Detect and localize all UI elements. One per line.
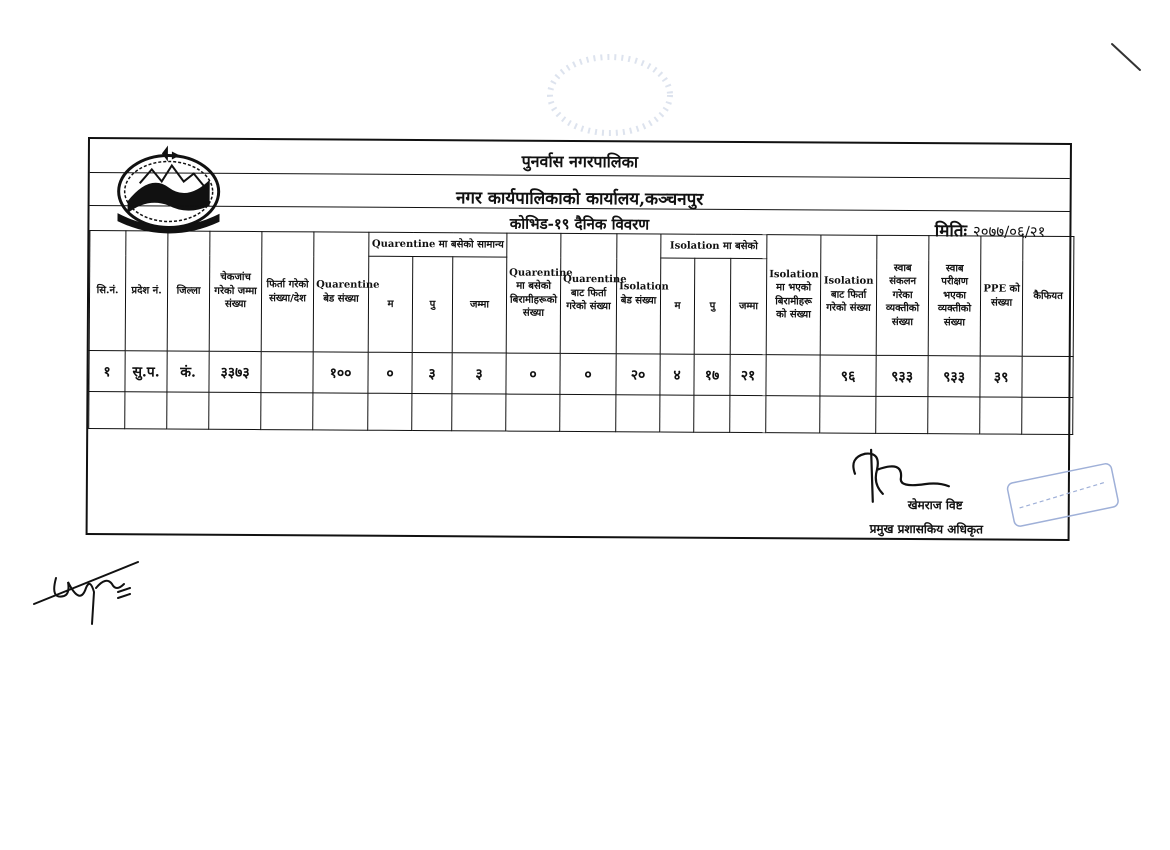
cell-i-total: २१: [730, 354, 766, 395]
col-header: सि.नं.: [89, 231, 126, 351]
empty-cell: [261, 393, 313, 430]
cell-province: सु.प.: [125, 351, 167, 392]
empty-cell: [452, 394, 506, 431]
empty-cell: [368, 393, 412, 430]
cell-quarantine-beds: १००: [313, 352, 368, 393]
margin-signature: [30, 548, 142, 626]
col-header: Isolation मा भएको बिरामीहरू को संख्या: [766, 235, 821, 355]
cell-i-male: १७: [694, 354, 730, 395]
empty-cell: [876, 396, 928, 433]
signatory-title: प्रमुख प्रशासकिय अधिकृत: [869, 521, 984, 537]
date-value: २०७७/०६/२१: [972, 222, 1046, 241]
empty-cell: [209, 392, 261, 429]
col-header: PPE को संख्या: [980, 236, 1023, 356]
col-header: प्रदेश नं.: [125, 231, 168, 351]
empty-cell: [694, 395, 730, 432]
margin-pen-mark: [1110, 40, 1144, 74]
cell-swab-collected: ९३३: [876, 355, 928, 396]
cell-q-male: ३: [412, 352, 452, 393]
officer-signature: [843, 444, 953, 505]
col-header: म: [660, 258, 695, 354]
empty-cell: [660, 395, 694, 432]
col-header: पु: [694, 258, 731, 354]
cell-q-total: ३: [452, 353, 506, 394]
header-row: [90, 231, 1074, 261]
group-header-isolation: Isolation मा बसेको: [661, 234, 767, 259]
covid-data-table: [88, 230, 1074, 435]
office-name: पुनर्वास नगरपालिका: [521, 151, 639, 172]
cell-swab-tested: ९३३: [928, 356, 980, 397]
cell-quarantine-sick: ०: [506, 353, 560, 394]
empty-cell: [125, 392, 167, 429]
date-label: मितिः: [934, 221, 967, 242]
col-header: Quarentine बेड संख्या: [313, 232, 369, 352]
report-title: कोभिड-१९ दैनिक विवरण: [509, 214, 650, 234]
empty-cell: [928, 397, 980, 434]
signatory-name: खेमराज विष्ट: [907, 498, 963, 513]
cell-i-female: ४: [660, 354, 694, 395]
empty-cell: [1022, 397, 1073, 434]
col-header: जम्मा: [730, 258, 767, 354]
office-stamp: [1004, 460, 1121, 529]
empty-cell: [820, 396, 876, 433]
empty-cell: [412, 393, 452, 430]
col-header: चेकजांच गरेको जम्मा संख्या: [209, 231, 262, 351]
faint-watermark: [540, 50, 680, 140]
cell-isolation-sick: [766, 355, 820, 396]
empty-cell: [616, 395, 660, 432]
cell-ppe: ३९: [980, 356, 1022, 397]
col-header: स्वाब संकलन गरेका व्यक्तीको संख्या: [876, 235, 929, 355]
cell-checked-total: ३३७३: [209, 351, 261, 392]
cell-isolation-returned: ९६: [820, 355, 876, 396]
col-header: Quarentine मा बसेको बिरामीहरूको संख्या: [506, 233, 561, 353]
cell-q-female: ०: [368, 352, 412, 393]
cell-quarantine-returned: ०: [560, 353, 616, 394]
empty-cell: [980, 397, 1022, 434]
empty-cell: [560, 394, 616, 431]
col-header: म: [368, 256, 413, 352]
empty-cell: [89, 392, 125, 429]
empty-cell: [766, 396, 820, 433]
cell-returned-country: [261, 352, 313, 393]
col-header: फिर्ता गरेको संख्या/देश: [261, 232, 314, 352]
col-header: Isolation बाट फिर्ता गरेको संख्या: [820, 235, 877, 355]
report-document: [86, 137, 1072, 541]
empty-cell: [167, 392, 209, 429]
col-header: पु: [412, 256, 453, 352]
cell-isolation-beds: २०: [616, 354, 660, 395]
cell-remarks: [1022, 356, 1073, 397]
cell-sn: १: [89, 351, 125, 392]
table-row-empty: [89, 392, 1073, 435]
col-header: Isolation बेड संख्या: [616, 234, 661, 354]
col-header: कैफियत: [1022, 236, 1074, 356]
group-header-quarantine: Quarentine मा बसेको सामान्य: [369, 232, 507, 257]
empty-cell: [313, 393, 368, 430]
office-full-title: नगर कार्यपालिकाको कार्यालय,कञ्चनपुर: [455, 188, 704, 210]
col-header: Quarentine बाट फिर्ता गरेको संख्या: [560, 233, 617, 353]
col-header: जम्मा: [452, 257, 507, 353]
cell-district: कं.: [167, 351, 209, 392]
empty-cell: [506, 394, 560, 431]
empty-cell: [730, 395, 766, 432]
table-row: [89, 351, 1073, 398]
col-header: जिल्ला: [167, 231, 210, 351]
col-header: स्वाब परीक्षण भएका व्यक्तीको संख्या: [928, 236, 981, 356]
